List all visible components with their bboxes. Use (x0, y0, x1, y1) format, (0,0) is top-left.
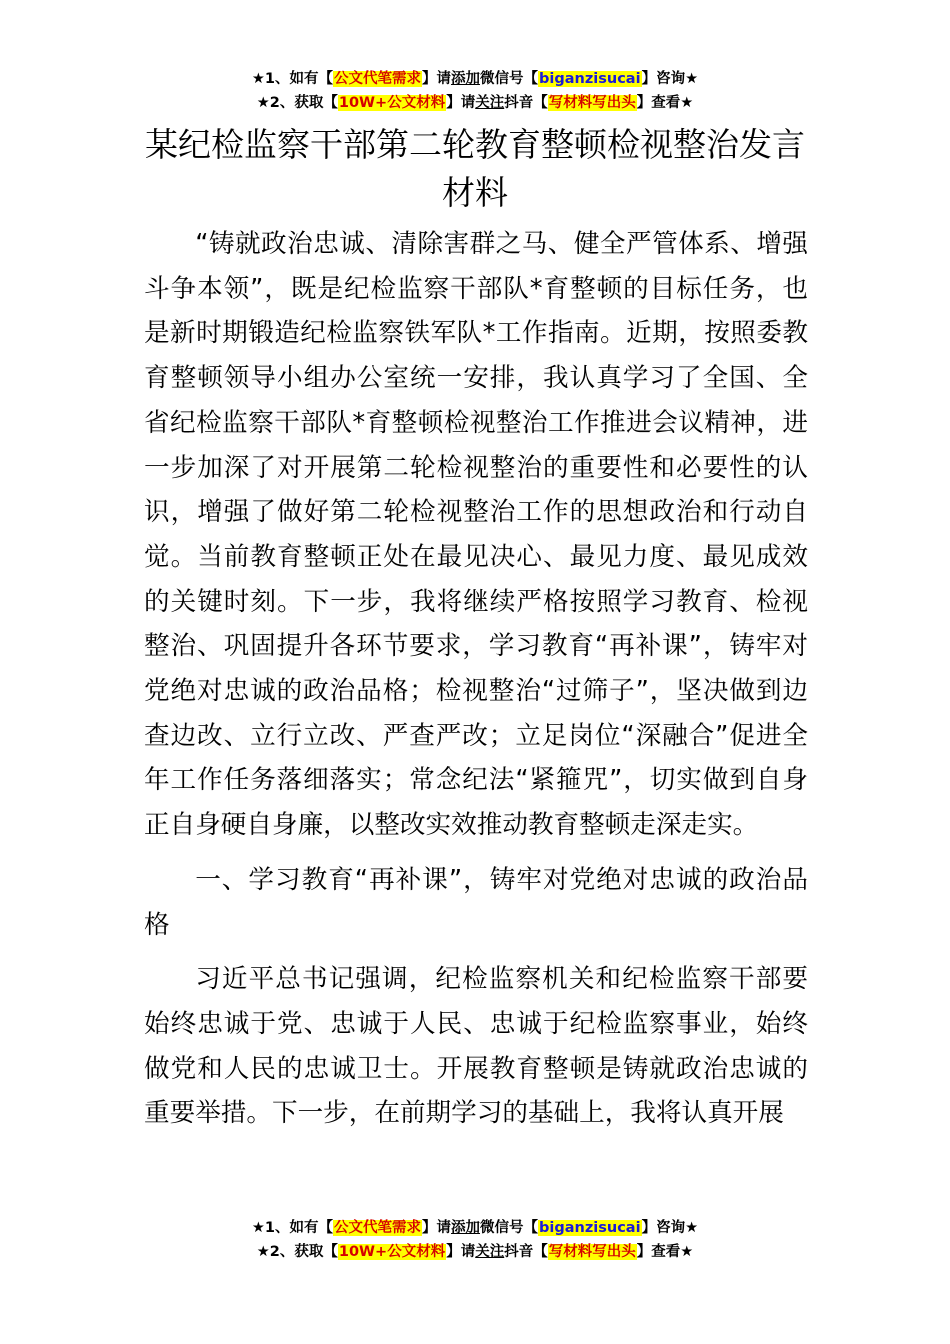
banner-emphasis: 关注 (475, 1244, 505, 1260)
banner-text: ★2、获取【 (256, 95, 338, 111)
document-title: 某纪检监察干部第二轮教育整顿检视整治发言材料 (145, 125, 805, 212)
banner-emphasis: 关注 (475, 95, 505, 111)
header-banner (0, 67, 950, 115)
footer-banner-line-2 (0, 1240, 950, 1264)
banner-text: ★1、如有【 (251, 1220, 334, 1236)
footer-banner (0, 1216, 950, 1264)
banner-text: ★1、如有【 (251, 71, 334, 87)
banner-text: 抖音【 (504, 1244, 548, 1260)
banner-highlight-douyin: 写材料写出头 (548, 1244, 636, 1260)
banner-text: 】查看★ (636, 1244, 694, 1260)
banner-text: 】咨询★ (641, 71, 699, 87)
body-paragraph-intro: “铸就政治忠诚、清除害群之马、健全严管体系、增强斗争本领”，既是纪检监察干部队*育整顿的目标任务，也是新时期锻造纪检监察铁军队*工作指南。近期，按照委教育整顿领导小组办公室统一安排，我认真学习了全国、全省纪检监察干部队*育整顿检视整治工作推进会议精神，进一步加深了对开展第二轮检视整治的重要性和必要性的认识，增强了做好第二轮检视整治工作的思想政治和行动自觉。当前教育整顿正处在最见决心、最见力度、最见成效的关键时刻。下一步，我将继续严格按照学习教育、检视整治、巩固提升各环节要求，学习教育“再补课”，铸牢对党绝对忠诚的政治品格；检视整治“过筛子”，坚决做到边查边改、立行立改、严查严改；立足岗位“深融合”促进全年工作任务落细落实；常念纪法“紧箍咒”，切实做到自身正自身硬自身廉，以整改实效推动教育整顿走深走实。 (144, 229, 808, 841)
banner-text: 】请 (446, 95, 476, 111)
banner-highlight-materials: 10W+公文材料 (338, 95, 446, 111)
footer-banner-line-1 (0, 1216, 950, 1240)
banner-highlight-wechat-id: biganzisucai (539, 1220, 641, 1236)
banner-text: 微信号【 (480, 71, 539, 87)
banner-text: 】查看★ (636, 95, 694, 111)
banner-emphasis: 添加 (451, 1220, 481, 1236)
section-heading-1: 一、学习教育“再补课”，铸牢对党绝对忠诚的政治品格 (144, 864, 808, 940)
banner-text: ★2、获取【 (256, 1244, 338, 1260)
banner-text: 微信号【 (480, 1220, 539, 1236)
banner-highlight-douyin: 写材料写出头 (548, 95, 636, 111)
banner-text: 】请 (422, 1220, 452, 1236)
header-banner-line-2 (0, 91, 950, 115)
banner-highlight-service: 公文代笔需求 (334, 71, 422, 87)
banner-text: 抖音【 (504, 95, 548, 111)
banner-text: 】咨询★ (641, 1220, 699, 1236)
banner-emphasis: 添加 (451, 71, 481, 87)
banner-highlight-wechat-id: biganzisucai (539, 71, 641, 87)
body-paragraph-section-1: 习近平总书记强调，纪检监察机关和纪检监察干部要始终忠诚于党、忠诚于人民、忠诚于纪检监察事业，始终做党和人民的忠诚卫士。开展教育整顿是铸就政治忠诚的重要举措。下一步，在前期学习的基础上，我将认真开展 (144, 964, 808, 1129)
document-body (144, 222, 808, 1136)
header-banner-line-1 (0, 67, 950, 91)
banner-highlight-service: 公文代笔需求 (334, 1220, 422, 1236)
banner-text: 】请 (422, 71, 452, 87)
banner-highlight-materials: 10W+公文材料 (338, 1244, 446, 1260)
banner-text: 】请 (446, 1244, 476, 1260)
